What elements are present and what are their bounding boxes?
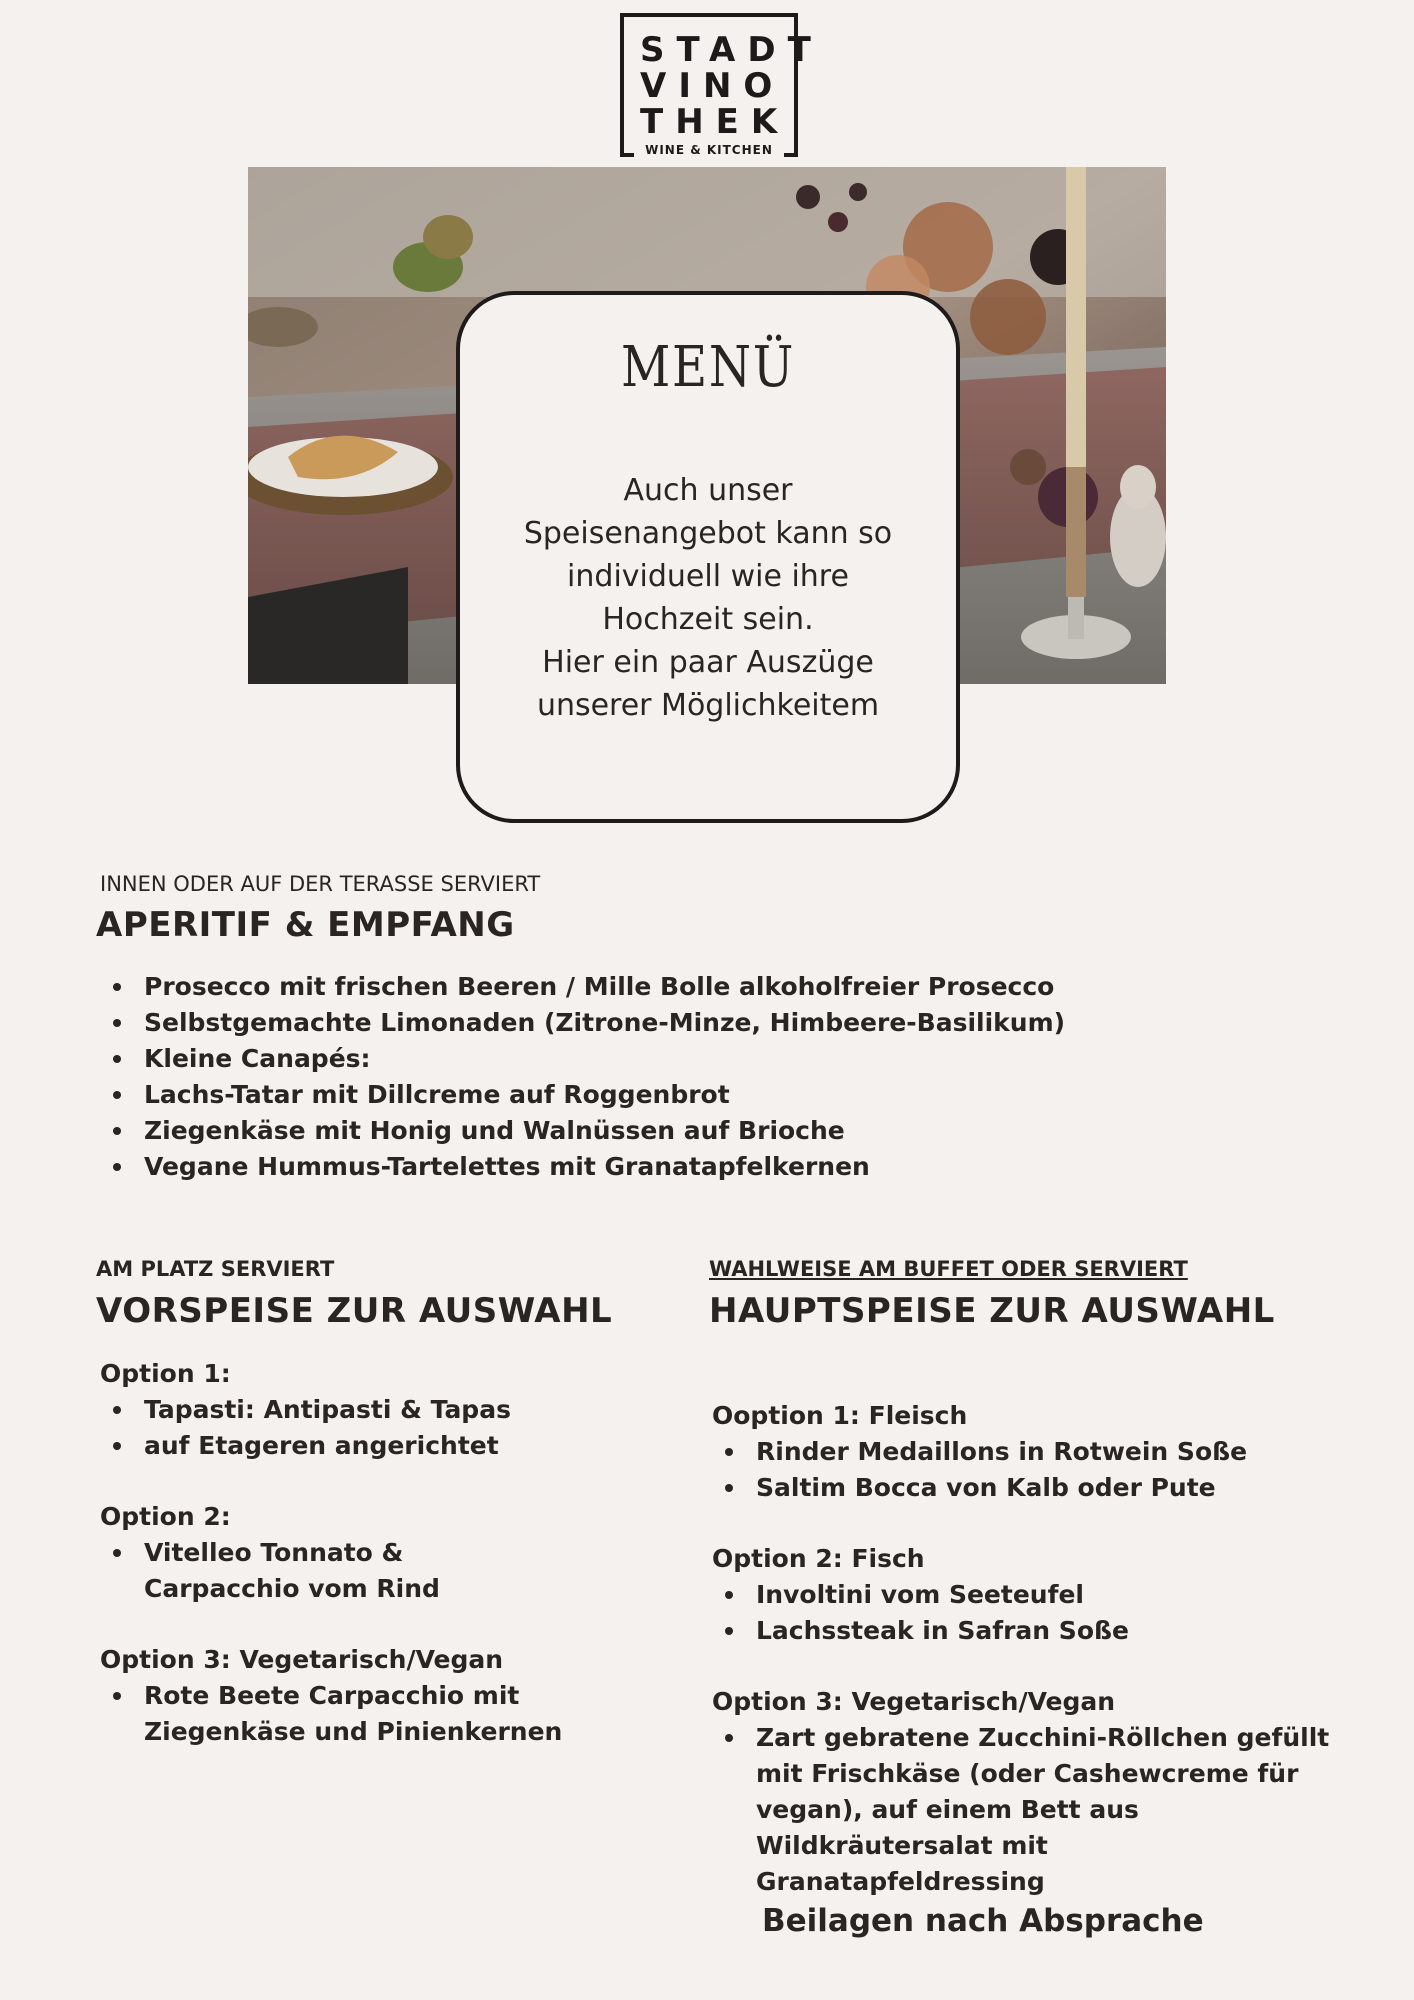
hauptspeise-option-3-list bbox=[710, 1720, 1370, 1900]
vorspeise-option-1-list bbox=[98, 1392, 658, 1464]
hauptspeise-option-1-label: Ooption 1: Fleisch bbox=[712, 1401, 968, 1430]
logo-tagline: WINE & KITCHEN bbox=[634, 143, 784, 157]
list-item: Vitelleo Tonnato & Carpacchio vom Rind bbox=[98, 1535, 658, 1607]
list-item: Ziegenkäse mit Honig und Walnüssen auf Brioche bbox=[98, 1113, 1278, 1149]
list-item: Kleine Canapés: bbox=[98, 1041, 1278, 1077]
logo-line-1: STADT bbox=[640, 30, 823, 70]
list-item: Prosecco mit frischen Beeren / Mille Bolle alkoholfreier Prosecco bbox=[98, 969, 1278, 1005]
list-item: auf Etageren angerichtet bbox=[98, 1428, 658, 1464]
menu-intro-card bbox=[456, 291, 960, 823]
hauptspeise-kicker: WAHLWEISE AM BUFFET ODER SERVIERT bbox=[709, 1257, 1188, 1281]
list-item: Involtini vom Seeteufel bbox=[710, 1577, 1350, 1613]
aperitif-kicker: INNEN ODER AUF DER TERASSE SERVIERT bbox=[100, 872, 541, 896]
hauptspeise-option-2-list bbox=[710, 1577, 1350, 1649]
logo-line-3: THEK bbox=[640, 102, 790, 142]
list-item: Lachs-Tatar mit Dillcreme auf Roggenbrot bbox=[98, 1077, 1278, 1113]
list-item: Vegane Hummus-Tartelettes mit Granatapfelkernen bbox=[98, 1149, 1278, 1185]
hauptspeise-option-2-label: Option 2: Fisch bbox=[712, 1544, 925, 1573]
vorspeise-option-2-label: Option 2: bbox=[100, 1502, 231, 1531]
logo bbox=[620, 13, 823, 157]
vorspeise-heading: VORSPEISE ZUR AUSWAHL bbox=[96, 1291, 613, 1331]
list-item: Rinder Medaillons in Rotwein Soße bbox=[710, 1434, 1350, 1470]
vorspeise-option-3-label: Option 3: Vegetarisch/Vegan bbox=[100, 1645, 504, 1674]
list-item: Saltim Bocca von Kalb oder Pute bbox=[710, 1470, 1350, 1506]
vorspeise-option-2-list bbox=[98, 1535, 658, 1607]
hauptspeise-option-3-label: Option 3: Vegetarisch/Vegan bbox=[712, 1687, 1116, 1716]
hauptspeise-option-1-list bbox=[710, 1434, 1350, 1506]
vorspeise-option-3-list bbox=[98, 1678, 658, 1750]
menu-intro-text: Auch unser Speisenangebot kann so individuell wie ihre Hochzeit sein. Hier ein paar Auszüge unserer Möglichkeitem bbox=[523, 473, 893, 723]
vorspeise-kicker: AM PLATZ SERVIERT bbox=[96, 1257, 335, 1281]
list-item: Tapasti: Antipasti & Tapas bbox=[98, 1392, 658, 1428]
list-item: Lachssteak in Safran Soße bbox=[710, 1613, 1350, 1649]
list-item: Rote Beete Carpacchio mit Ziegenkäse und Pinienkernen bbox=[98, 1678, 658, 1750]
aperitif-heading: APERITIF & EMPFANG bbox=[96, 905, 515, 945]
menu-title: MENÜ bbox=[620, 335, 796, 400]
hauptspeise-heading: HAUPTSPEISE ZUR AUSWAHL bbox=[709, 1291, 1275, 1331]
aperitif-list bbox=[98, 969, 1278, 1185]
list-item: Selbstgemachte Limonaden (Zitrone-Minze, Himbeere-Basilikum) bbox=[98, 1005, 1278, 1041]
sides-note: Beilagen nach Absprache bbox=[762, 1903, 1204, 1939]
vorspeise-option-1-label: Option 1: bbox=[100, 1359, 231, 1388]
list-item: Zart gebratene Zucchini-Röllchen gefüllt mit Frischkäse (oder Cashewcreme für vegan), auf einem Bett aus Wildkräutersalat mit Granatapfeldressing bbox=[710, 1720, 1370, 1900]
logo-line-2: VINO bbox=[640, 66, 785, 106]
